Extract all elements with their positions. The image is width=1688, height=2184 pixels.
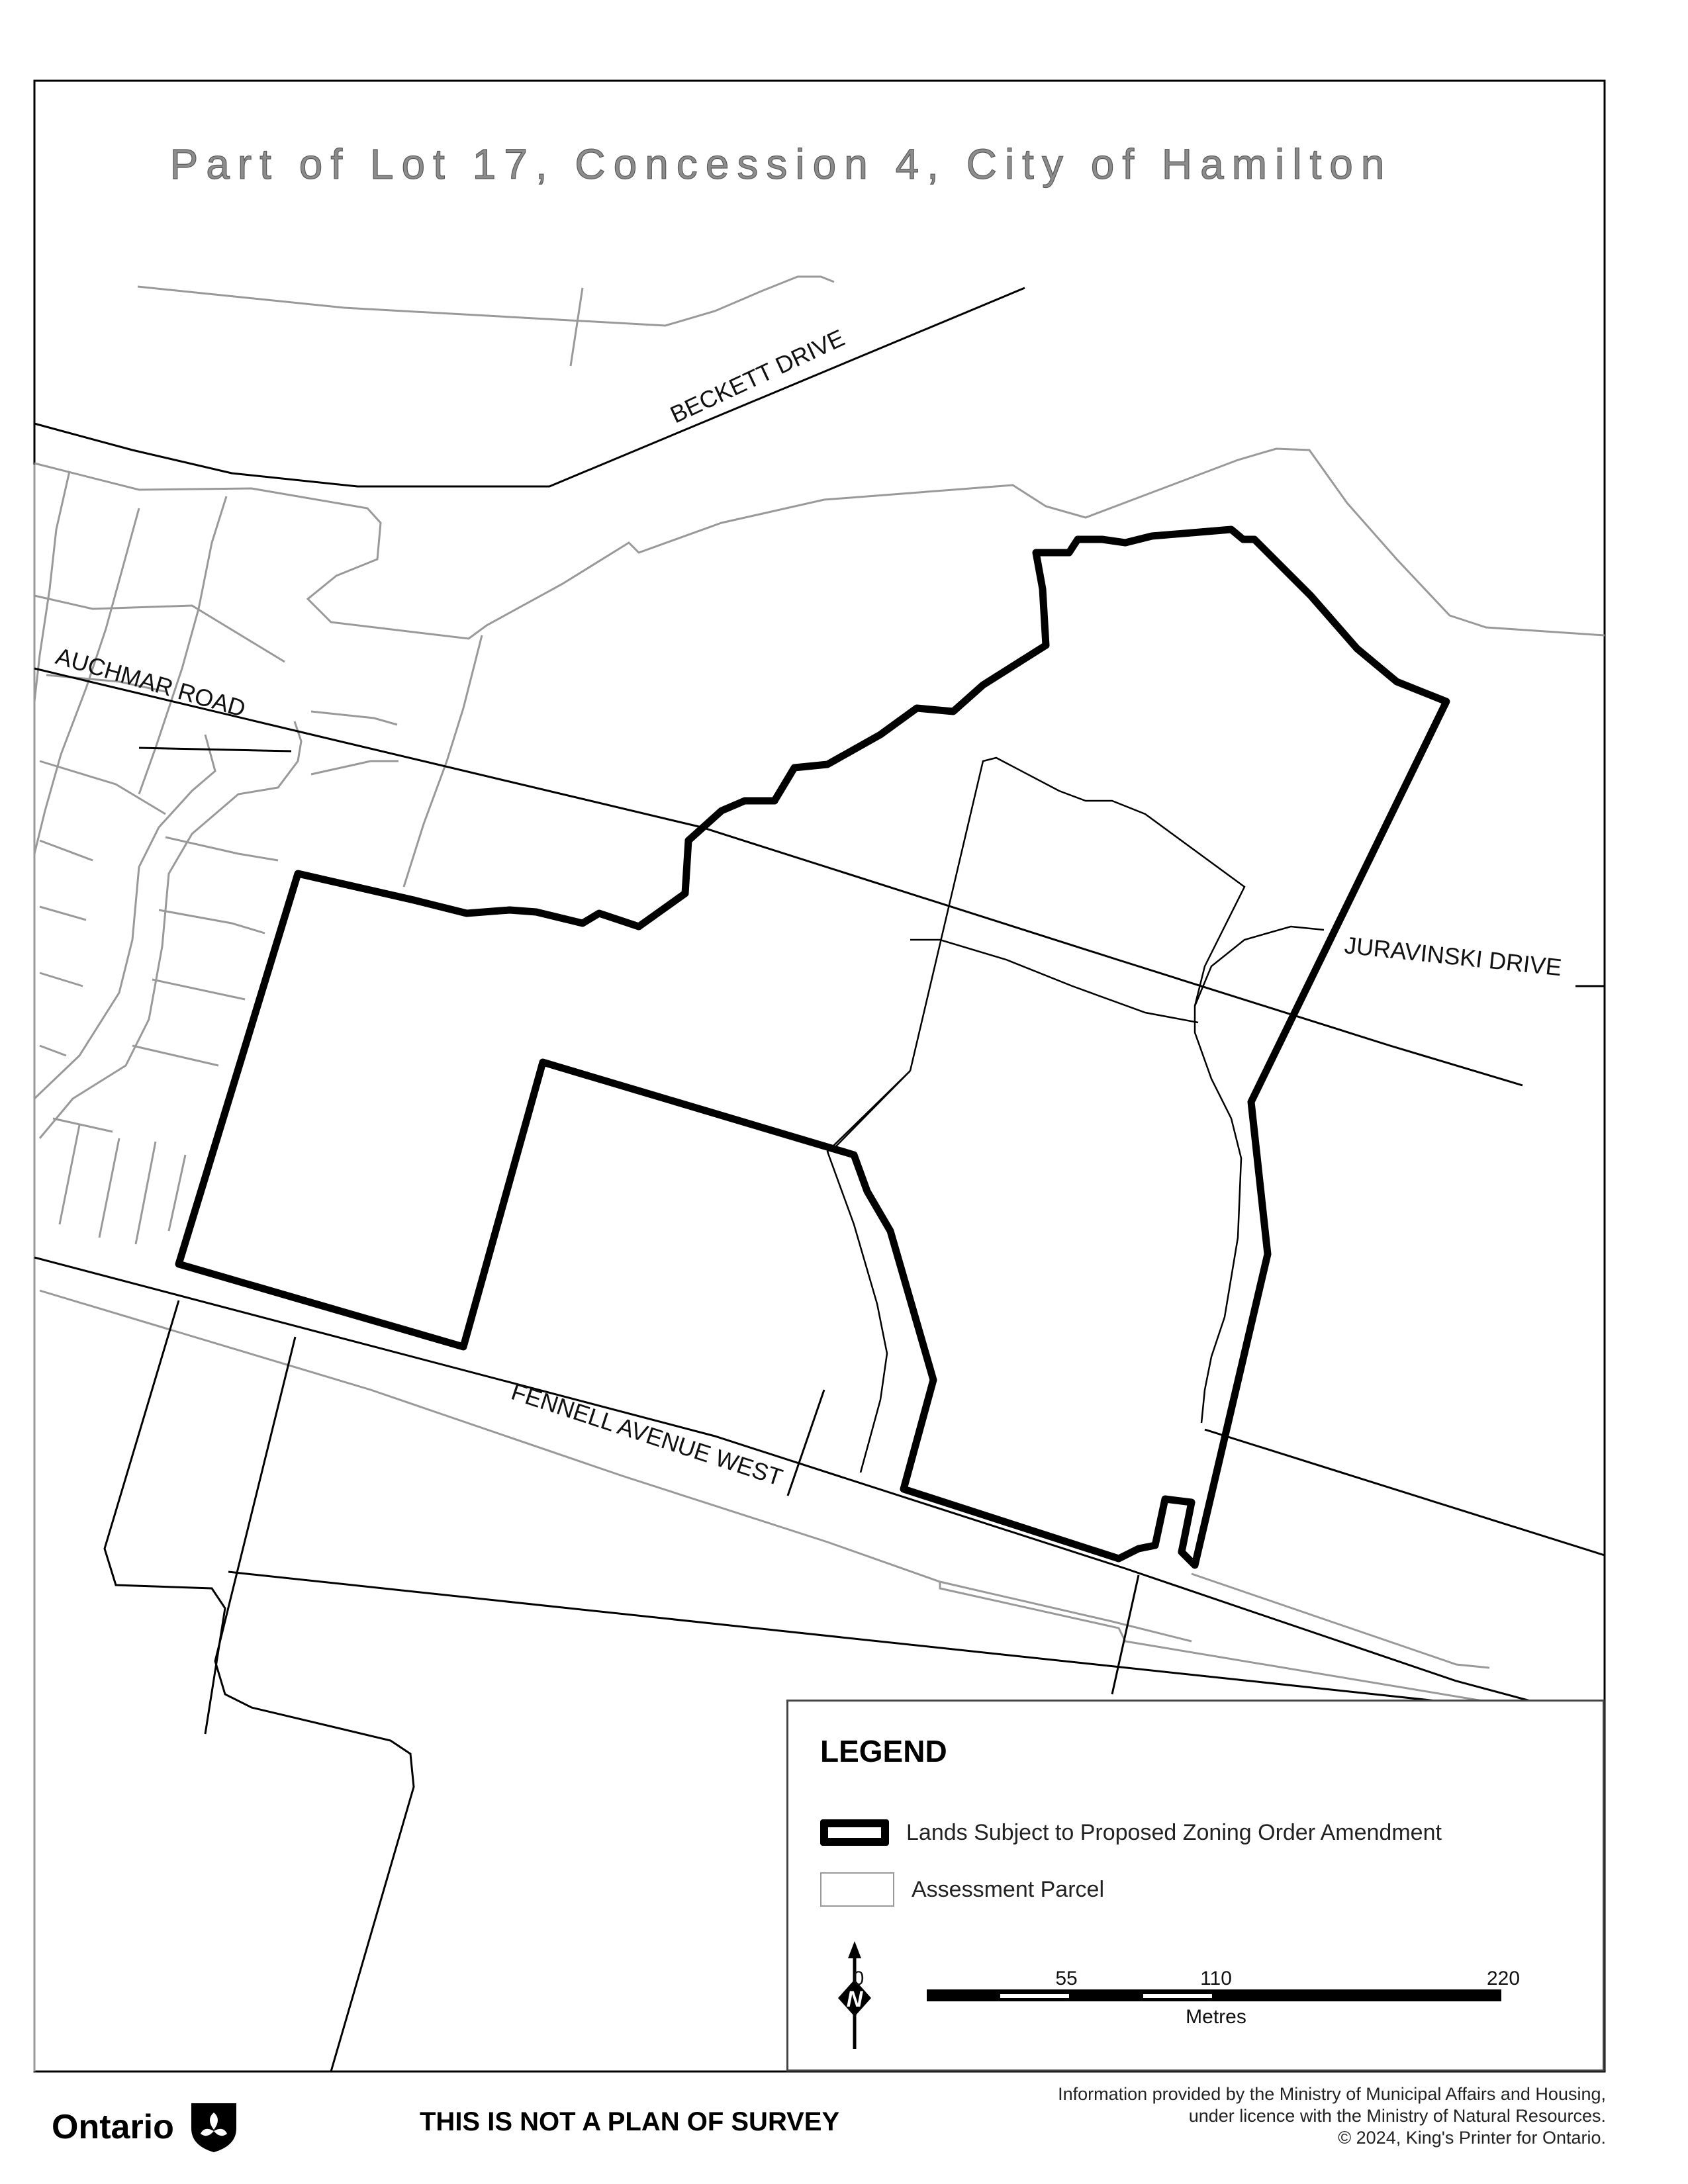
road-label-beckett: BECKETT DRIVE bbox=[666, 324, 849, 429]
info-line: under licence with the Ministry of Natural Resources. bbox=[1188, 2106, 1606, 2126]
road-label-fennell: FENNELL AVENUE WEST bbox=[508, 1377, 786, 1491]
info-line: Information provided by the Ministry of Municipal Affairs and Housing, bbox=[1058, 2084, 1606, 2104]
parcel-line bbox=[53, 1118, 113, 1132]
legend-item-label: Assessment Parcel bbox=[912, 1876, 1104, 1902]
road-line bbox=[34, 668, 1523, 1085]
scale-tick-label: 220 bbox=[1486, 1968, 1521, 1989]
road-line bbox=[1112, 1575, 1139, 1694]
scale-tick-label: 110 bbox=[1200, 1968, 1232, 1989]
parcel-line bbox=[40, 1046, 66, 1056]
map-title: Part of Lot 17, Concession 4, City of Hamilton bbox=[169, 140, 1393, 188]
legend-item-assessment-parcel bbox=[820, 1872, 1104, 1907]
parcel-line bbox=[138, 277, 834, 326]
scale-bar bbox=[926, 1989, 1509, 2005]
subject-lands bbox=[179, 529, 1446, 1565]
road-line bbox=[139, 748, 291, 751]
road-line bbox=[1205, 1430, 1605, 1555]
parcel-line bbox=[40, 721, 301, 1138]
parcel-line bbox=[404, 635, 482, 887]
info-line: © 2024, King's Printer for Ontario. bbox=[1338, 2128, 1606, 2148]
subject-lands-outline bbox=[179, 529, 1446, 1565]
scale-tick-label: 55 bbox=[1055, 1968, 1078, 1989]
subject-lands-symbol bbox=[820, 1819, 889, 1846]
parcel-line bbox=[152, 979, 245, 999]
scale-unit: Metres bbox=[1186, 2006, 1246, 2028]
road-label-juravinski: JURAVINSKI DRIVE bbox=[1343, 931, 1564, 981]
parcel-line bbox=[910, 758, 1244, 1423]
parcel-line bbox=[311, 711, 397, 725]
legend-item-label: Lands Subject to Proposed Zoning Order Amendment bbox=[906, 1819, 1442, 1845]
parcel-line bbox=[132, 1046, 218, 1066]
parcel-line bbox=[159, 910, 265, 933]
parcel-line bbox=[40, 841, 93, 860]
ontario-wordmark: Ontario bbox=[52, 2108, 174, 2146]
road-line bbox=[105, 1300, 225, 1734]
parcel-line bbox=[99, 1138, 119, 1238]
north-arrow-icon bbox=[835, 1940, 874, 2052]
ontario-trillium-logo-icon bbox=[186, 2099, 242, 2155]
parcel-line bbox=[831, 1071, 910, 1152]
parcel-line bbox=[311, 761, 399, 774]
parcel-line bbox=[40, 973, 83, 986]
parcel-line bbox=[910, 940, 1198, 1023]
parcel-line bbox=[1192, 1574, 1489, 1668]
not-a-survey-notice: THIS IS NOT A PLAN OF SURVEY bbox=[420, 2107, 840, 2136]
assessment-parcel-symbol bbox=[820, 1872, 894, 1907]
road-line bbox=[215, 1337, 414, 2071]
parcel-line bbox=[40, 761, 165, 814]
scale-tick-label: 0 bbox=[853, 1968, 865, 1989]
parcel-line bbox=[60, 1125, 79, 1224]
road-label-auchmar: AUCHMAR ROAD bbox=[52, 642, 249, 723]
north-arrow-letter: N bbox=[846, 1987, 863, 2012]
fennell-avenue-line bbox=[34, 1257, 1605, 1721]
parcel-line bbox=[40, 907, 86, 920]
parcel-line bbox=[827, 1071, 910, 1473]
road-line bbox=[228, 1572, 1436, 1701]
parcel-line bbox=[571, 288, 583, 366]
parcel-line bbox=[136, 1142, 156, 1244]
legend-panel bbox=[786, 1700, 1605, 2071]
parcel-line bbox=[169, 1155, 185, 1231]
ontario-brand bbox=[52, 2099, 242, 2155]
legend-item-subject-lands bbox=[820, 1819, 1442, 1846]
road-line bbox=[788, 1390, 824, 1496]
legend-title: LEGEND bbox=[820, 1734, 947, 1768]
data-source-info bbox=[944, 2083, 1606, 2149]
